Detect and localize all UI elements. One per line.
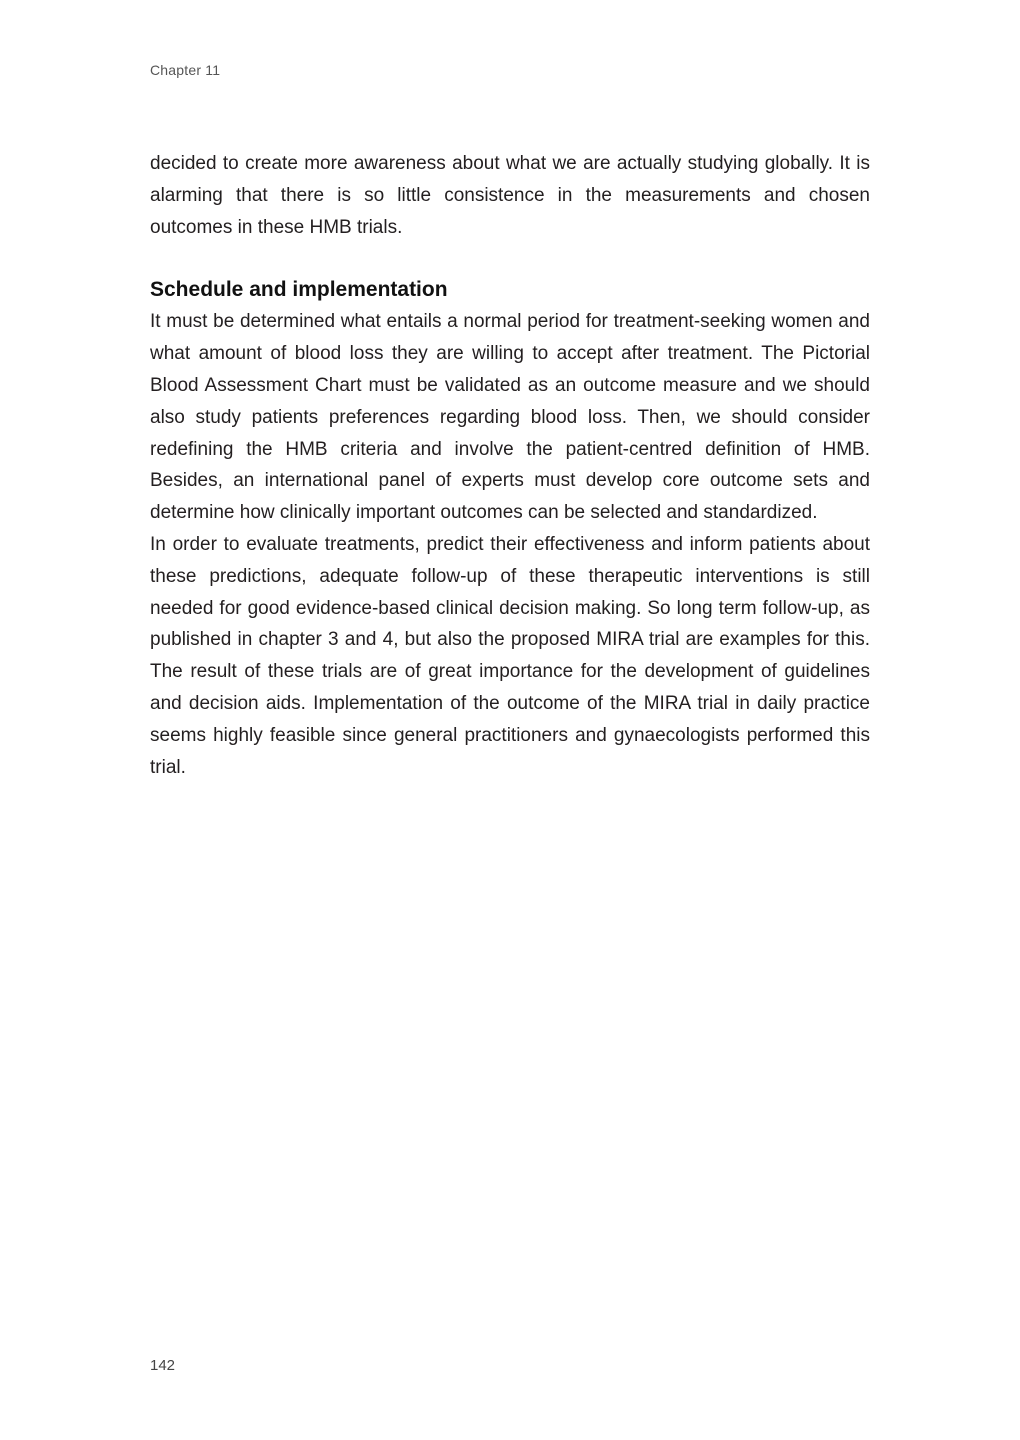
- intro-paragraph: decided to create more awareness about what we are actually studying globally. It is alarming that there is so little consistence in the measurements and chosen outcomes in these HMB trials.: [150, 153, 870, 238]
- section-heading: Schedule and implementation: [150, 278, 448, 302]
- body-paragraph: It must be determined what entails a normal period for treatment-seeking women and what amount of blood loss they are willing to accept after treatment. The Pictorial Blood Assessment Chart must be validated as an outcome measure and we should also study patients preferences regarding blood loss. Then, we should consider redefining the HMB criteria and involve the patient-centred definition of HMB. Besides, an international panel of experts must develop core outcome sets and determine how clinically important outcomes can be selected and standardized.: [150, 311, 870, 524]
- body-paragraph: In order to evaluate treatments, predict their effectiveness and inform patients about these predictions, adequate follow-up of these therapeutic interventions is still needed for good evidence-based clinical decision making. So long term follow-up, as published in chapter 3 and 4, but also the proposed MIRA trial are examples for this. The result of these trials are of great importance for the development of guidelines and decision aids. Implementation of the outcome of the MIRA trial in daily practice seems highly feasible since general practitioners and gynaecologists performed this trial.: [150, 533, 870, 778]
- page-number: 142: [150, 1357, 176, 1374]
- main-content: [150, 148, 870, 783]
- running-header: Chapter 11: [150, 62, 221, 78]
